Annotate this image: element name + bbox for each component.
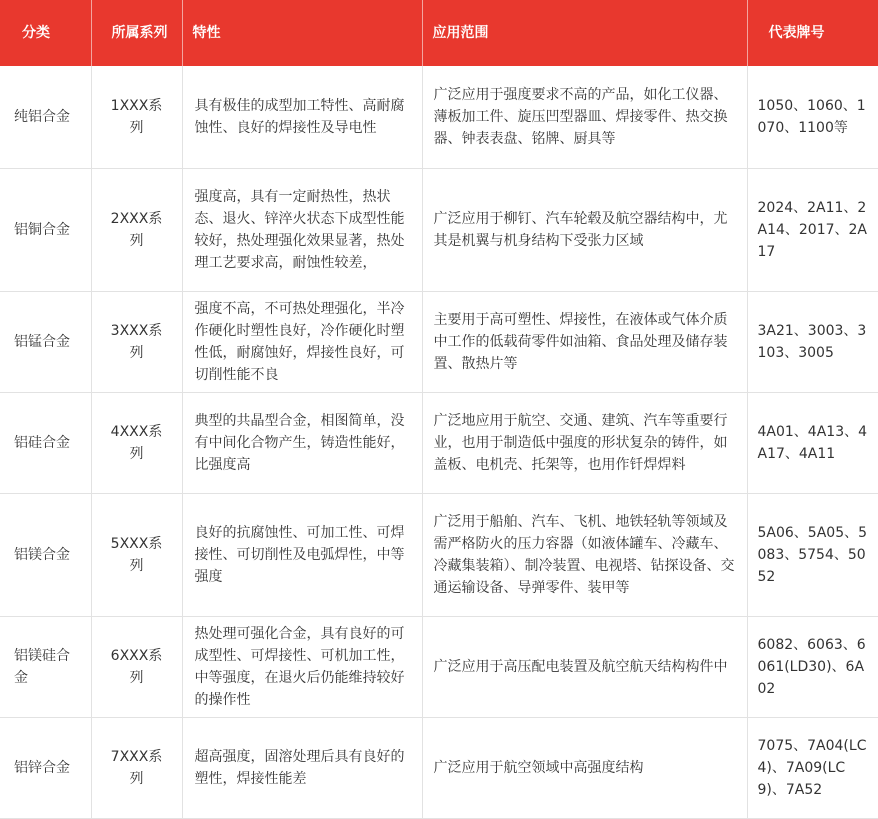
header-series: 所属系列 [91, 0, 182, 66]
table-body [0, 66, 878, 819]
cell-applications: 广泛应用于高压配电装置及航空航天结构构件中 [422, 617, 747, 718]
cell-category: 铝硅合金 [0, 393, 91, 494]
cell-grades: 1050、1060、1070、1100等 [747, 66, 878, 169]
cell-applications: 广泛应用于强度要求不高的产品，如化工仪器、薄板加工件、旋压凹型器皿、焊接零件、热交换器、钟表表盘、铭牌、厨具等 [422, 66, 747, 169]
cell-properties: 具有极佳的成型加工特性、高耐腐蚀性、良好的焊接性及导电性 [182, 66, 422, 169]
cell-category: 铝锌合金 [0, 718, 91, 819]
cell-series: 2XXX系列 [91, 169, 182, 292]
cell-series: 1XXX系列 [91, 66, 182, 169]
table-row [0, 66, 878, 169]
cell-category: 铝铜合金 [0, 169, 91, 292]
cell-category: 纯铝合金 [0, 66, 91, 169]
cell-applications: 广泛用于船舶、汽车、飞机、地铁轻轨等领域及需严格防火的压力容器（如液体罐车、冷藏车、冷藏集装箱）、制冷装置、电视塔、钻探设备、交通运输设备、导弹零件、装甲等 [422, 494, 747, 617]
cell-properties: 强度高，具有一定耐热性，热状态、退火、锌淬火状态下成型性能较好，热处理强化效果显著，热处理工艺要求高，耐蚀性较差， [182, 169, 422, 292]
table-row [0, 617, 878, 718]
cell-grades: 4A01、4A13、4A17、4A11 [747, 393, 878, 494]
table-row [0, 494, 878, 617]
header-properties: 特性 [182, 0, 422, 66]
table-header [0, 0, 878, 66]
cell-grades: 3A21、3003、3103、3005 [747, 292, 878, 393]
cell-series: 7XXX系列 [91, 718, 182, 819]
cell-applications: 主要用于高可塑性、焊接性，在液体或气体介质中工作的低载荷零件如油箱、食品处理及储存装置、散热片等 [422, 292, 747, 393]
table-row [0, 393, 878, 494]
table-row [0, 292, 878, 393]
cell-properties: 超高强度，固溶处理后具有良好的塑性，焊接性能差 [182, 718, 422, 819]
cell-applications: 广泛应用于柳钉、汽车轮毂及航空器结构中，尤其是机翼与机身结构下受张力区域 [422, 169, 747, 292]
cell-applications: 广泛应用于航空领域中高强度结构 [422, 718, 747, 819]
cell-grades: 7075、7A04(LC4)、7A09(LC9)、7A52 [747, 718, 878, 819]
cell-series: 3XXX系列 [91, 292, 182, 393]
table-row [0, 169, 878, 292]
header-row [0, 0, 878, 66]
cell-series: 4XXX系列 [91, 393, 182, 494]
cell-category: 铝镁合金 [0, 494, 91, 617]
cell-grades: 6082、6063、6061(LD30)、6A02 [747, 617, 878, 718]
cell-series: 5XXX系列 [91, 494, 182, 617]
cell-category: 铝锰合金 [0, 292, 91, 393]
cell-properties: 良好的抗腐蚀性、可加工性、可焊接性、可切削性及电弧焊性，中等强度 [182, 494, 422, 617]
cell-grades: 2024、2A11、2A14、2017、2A17 [747, 169, 878, 292]
header-applications: 应用范围 [422, 0, 747, 66]
header-category: 分类 [0, 0, 91, 66]
cell-applications: 广泛地应用于航空、交通、建筑、汽车等重要行业，也用于制造低中强度的形状复杂的铸件，如盖板、电机壳、托架等，也用作钎焊焊料 [422, 393, 747, 494]
header-grades: 代表牌号 [747, 0, 878, 66]
cell-properties: 热处理可强化合金，具有良好的可成型性、可焊接性、可机加工性，中等强度，在退火后仍能维持较好的操作性 [182, 617, 422, 718]
cell-properties: 强度不高，不可热处理强化，半冷作硬化时塑性良好，冷作硬化时塑性低，耐腐蚀好，焊接性良好，可切削性能不良 [182, 292, 422, 393]
cell-category: 铝镁硅合金 [0, 617, 91, 718]
cell-grades: 5A06、5A05、5083、5754、5052 [747, 494, 878, 617]
table-row [0, 718, 878, 819]
cell-properties: 典型的共晶型合金，相图简单，没有中间化合物产生，铸造性能好，比强度高 [182, 393, 422, 494]
cell-series: 6XXX系列 [91, 617, 182, 718]
